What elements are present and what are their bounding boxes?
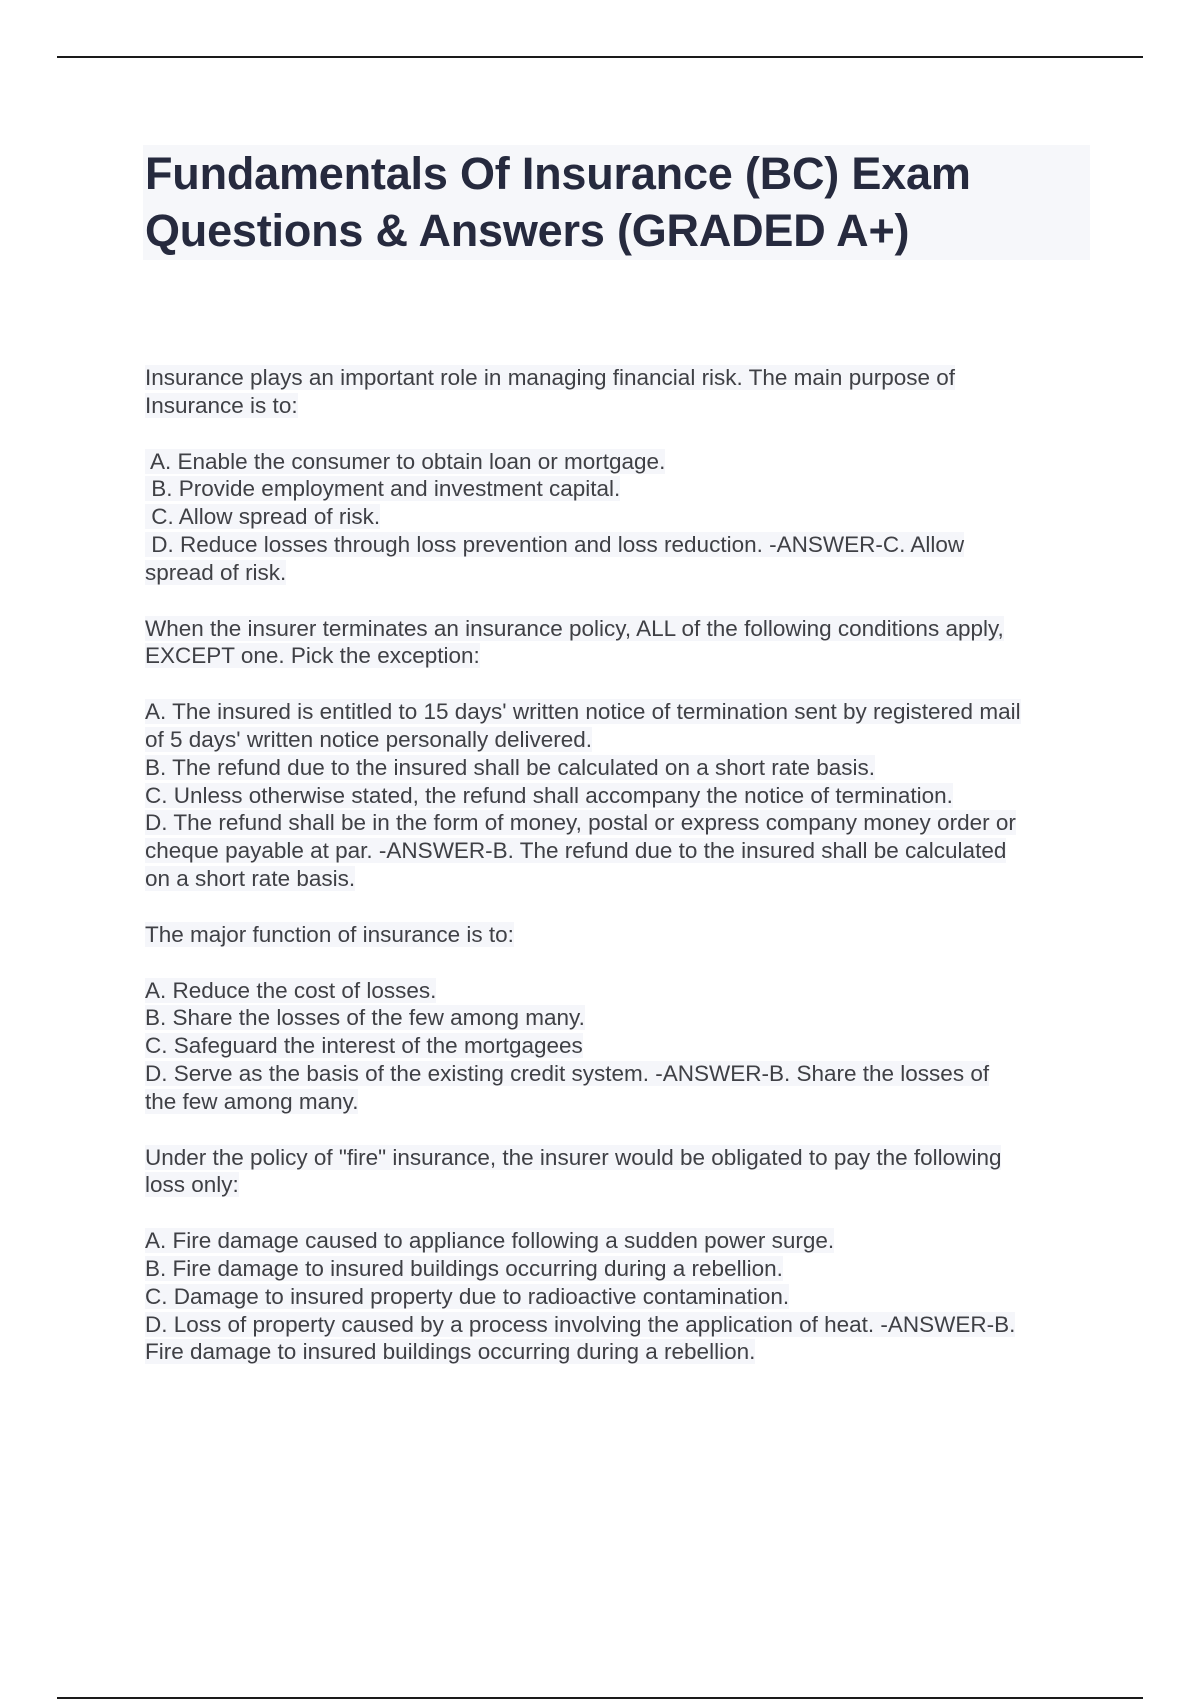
answer-line: the few among many. (145, 1088, 359, 1114)
option-line: A. Enable the consumer to obtain loan or mortgage. (145, 448, 666, 474)
option-line: C. Safeguard the interest of the mortgagees (145, 1033, 583, 1059)
option-line: D. Loss of property caused by a process involving the application of heat. -ANSWER-B. (145, 1311, 1016, 1337)
question-line: Insurance is to: (145, 392, 298, 418)
top-rule (57, 56, 1143, 58)
answer-line: on a short rate basis. (145, 865, 356, 891)
option-line: D. Reduce losses through loss prevention and loss reduction. -ANSWER-C. Allow (145, 531, 965, 557)
title-line: Fundamentals Of Insurance (BC) Exam (145, 148, 971, 199)
qa-item (145, 921, 1090, 1116)
option-line: C. Allow spread of risk. (145, 504, 381, 530)
option-line: B. Share the losses of the few among many. (145, 1005, 585, 1031)
option-line: A. Reduce the cost of losses. (145, 977, 437, 1003)
document-body (145, 145, 1090, 1394)
option-line: A. The insured is entitled to 15 days' written notice of termination sent by registered mail (145, 699, 1021, 725)
question-line: The major function of insurance is to: (145, 921, 514, 947)
document-title (143, 145, 1090, 260)
option-line: D. The refund shall be in the form of money, postal or express company money order or (145, 810, 1016, 836)
option-line: C. Damage to insured property due to radioactive contamination. (145, 1283, 790, 1309)
qa-item (145, 1144, 1090, 1367)
answer-line: cheque payable at par. -ANSWER-B. The refund due to the insured shall be calculated (145, 838, 1007, 864)
question-line: Under the policy of "fire" insurance, the insurer would be obligated to pay the following (145, 1144, 1002, 1170)
option-line: A. Fire damage caused to appliance following a sudden power surge. (145, 1228, 835, 1254)
title-line: Questions & Answers (GRADED A+) (145, 205, 910, 256)
option-line: B. Provide employment and investment capital. (145, 476, 621, 502)
answer-line: spread of risk. (145, 559, 287, 585)
answer-line: Fire damage to insured buildings occurring during a rebellion. (145, 1339, 756, 1365)
question-line: loss only: (145, 1172, 239, 1198)
qa-item (145, 364, 1090, 587)
bottom-rule (57, 1697, 1143, 1699)
option-line: B. The refund due to the insured shall be calculated on a short rate basis. (145, 754, 876, 780)
option-line: C. Unless otherwise stated, the refund shall accompany the notice of termination. (145, 782, 953, 808)
option-line: D. Serve as the basis of the existing credit system. -ANSWER-B. Share the losses of (145, 1060, 990, 1086)
question-line: Insurance plays an important role in managing financial risk. The main purpose of (145, 365, 956, 390)
qa-item (145, 615, 1090, 893)
option-line: of 5 days' written notice personally delivered. (145, 726, 593, 752)
question-line: When the insurer terminates an insurance policy, ALL of the following conditions apply, (145, 615, 1004, 641)
question-line: EXCEPT one. Pick the exception: (145, 643, 480, 669)
option-line: B. Fire damage to insured buildings occurring during a rebellion. (145, 1255, 783, 1281)
